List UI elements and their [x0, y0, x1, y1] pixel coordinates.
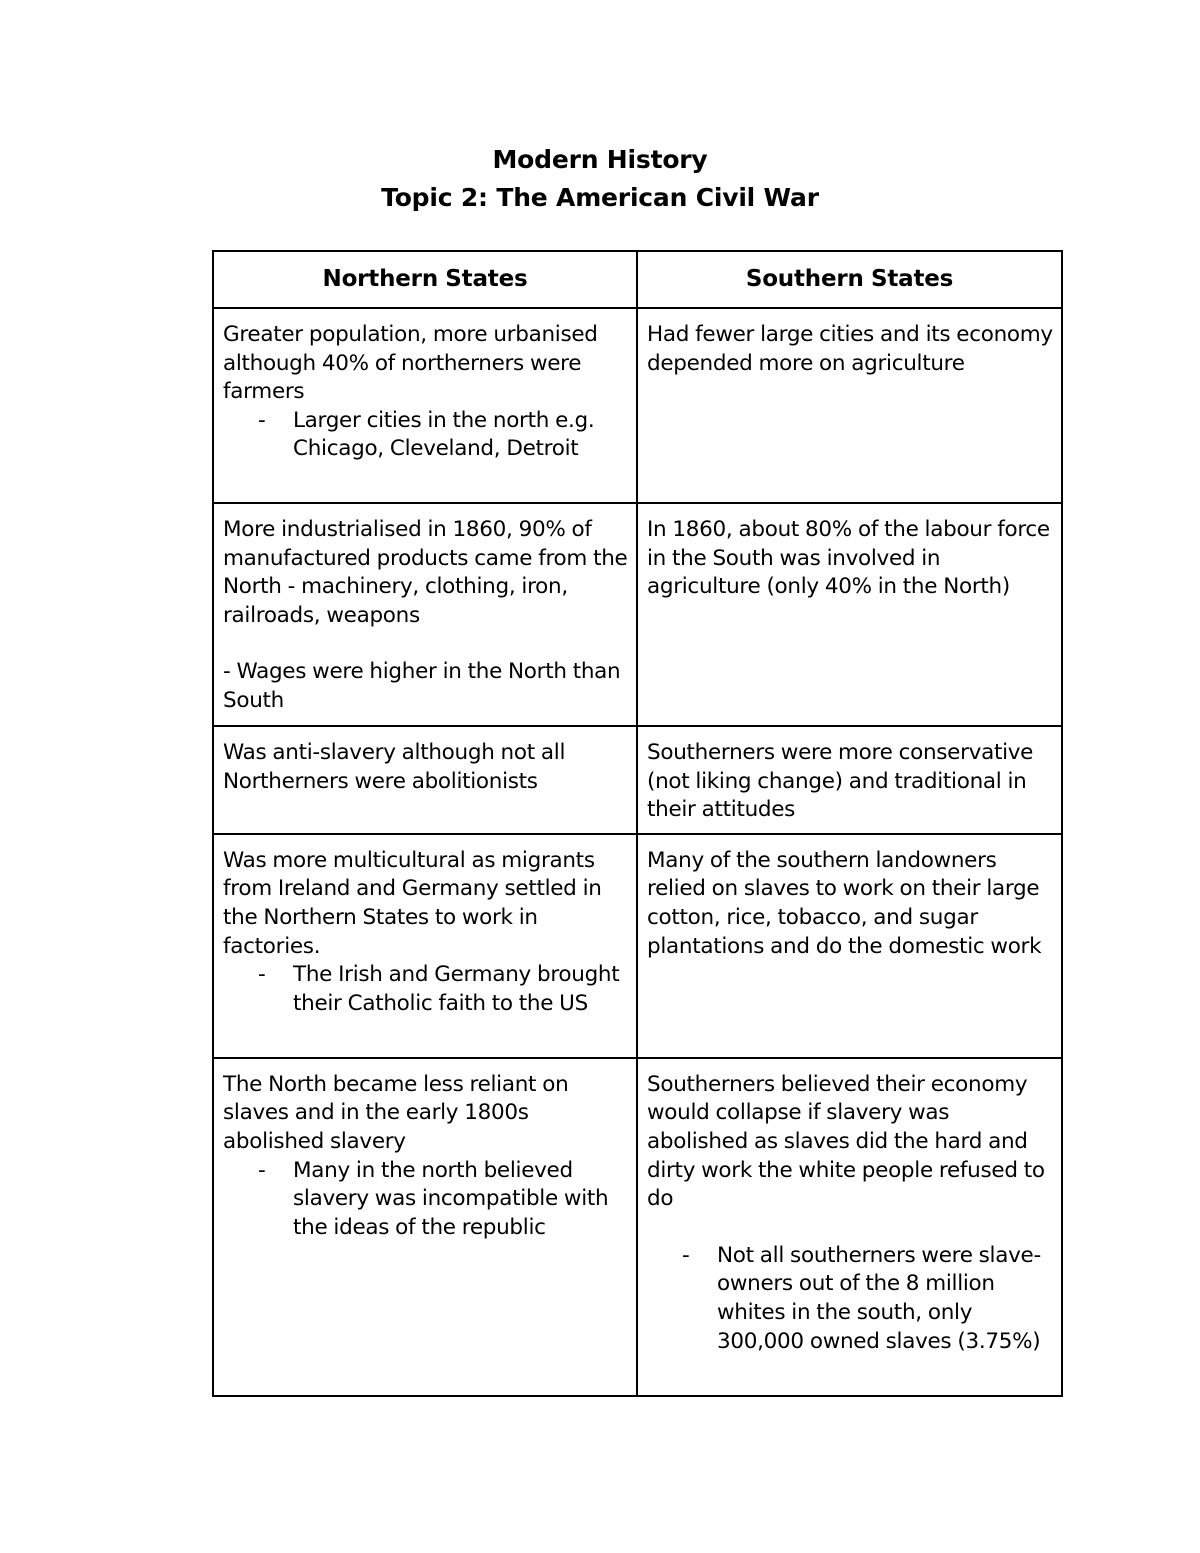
cell-text: Southerners were more conservative (not liking change) and traditional in their attitudes	[647, 740, 1034, 823]
north-cell	[213, 308, 637, 503]
table-header-row	[213, 251, 1062, 308]
table-row	[213, 834, 1062, 1058]
bullet-marker: -	[682, 1242, 690, 1268]
column-header-southern: Southern States	[637, 251, 1062, 308]
comparison-table	[212, 250, 1063, 1397]
table-row	[213, 1058, 1062, 1396]
document-title: Modern History	[492, 145, 708, 174]
cell-text: Many of the southern landowners relied on slaves to work on their large cotton, rice, tobacco, and sugar plantations and do the domestic work	[647, 847, 1042, 959]
bullet-item	[258, 1157, 628, 1243]
bullet-text: Larger cities in the north e.g. Chicago, Cleveland, Detroit	[293, 407, 595, 462]
south-cell	[637, 834, 1062, 1058]
bullet-item	[258, 961, 628, 1018]
bullet-marker: -	[258, 962, 266, 988]
bullet-marker: -	[258, 407, 266, 433]
bullet-text: Not all southerners were slave-owners out of the 8 million whites in the south, only 300,000 owned slaves (3.75%)	[717, 1242, 1041, 1354]
cell-text: Was more multicultural as migrants from Ireland and Germany settled in the Northern States to work in factories.	[223, 847, 602, 959]
bullet-item	[258, 407, 628, 464]
document-header	[0, 141, 1200, 217]
bullet-list	[223, 407, 628, 464]
cell-extra-text: - Wages were higher in the North than South	[223, 659, 621, 713]
column-header-northern: Northern States	[213, 251, 637, 308]
south-cell	[637, 1058, 1062, 1396]
table-row	[213, 308, 1062, 503]
bullet-list	[223, 1157, 628, 1243]
cell-text: The North became less reliant on slaves and in the early 1800s abolished slavery	[223, 1071, 569, 1154]
north-cell	[213, 726, 637, 834]
bullet-text: The Irish and Germany brought their Catholic faith to the US	[293, 962, 620, 1016]
bullet-item	[682, 1242, 1053, 1356]
cell-text: Had fewer large cities and its economy depended more on agriculture	[647, 322, 1053, 376]
cell-text: In 1860, about 80% of the labour force in the South was involved in agriculture (only 40% in the North)	[647, 517, 1050, 600]
south-cell	[637, 726, 1062, 834]
bullet-text: Many in the north believed slavery was incompatible with the ideas of the republic	[293, 1157, 609, 1240]
table-row	[213, 726, 1062, 834]
north-cell	[213, 1058, 637, 1396]
bullet-list	[223, 961, 628, 1018]
north-cell	[213, 503, 637, 726]
north-cell	[213, 834, 637, 1058]
south-cell	[637, 308, 1062, 503]
cell-text: More industrialised in 1860, 90% of manufactured products came from the North - machinery, clothing, iron, railroads, weapons	[223, 517, 628, 628]
cell-text: Greater population, more urbanised although 40% of northerners were farmers	[223, 322, 598, 405]
document-subtitle: Topic 2: The American Civil War	[381, 183, 819, 212]
table-row	[213, 503, 1062, 726]
bullet-marker: -	[258, 1157, 266, 1183]
bullet-list	[647, 1242, 1053, 1356]
cell-text: Was anti-slavery although not all Northerners were abolitionists	[223, 740, 566, 794]
cell-text: Southerners believed their economy would collapse if slavery was abolished as slaves did the hard and dirty work the white people refused to do	[647, 1071, 1045, 1212]
south-cell	[637, 503, 1062, 726]
